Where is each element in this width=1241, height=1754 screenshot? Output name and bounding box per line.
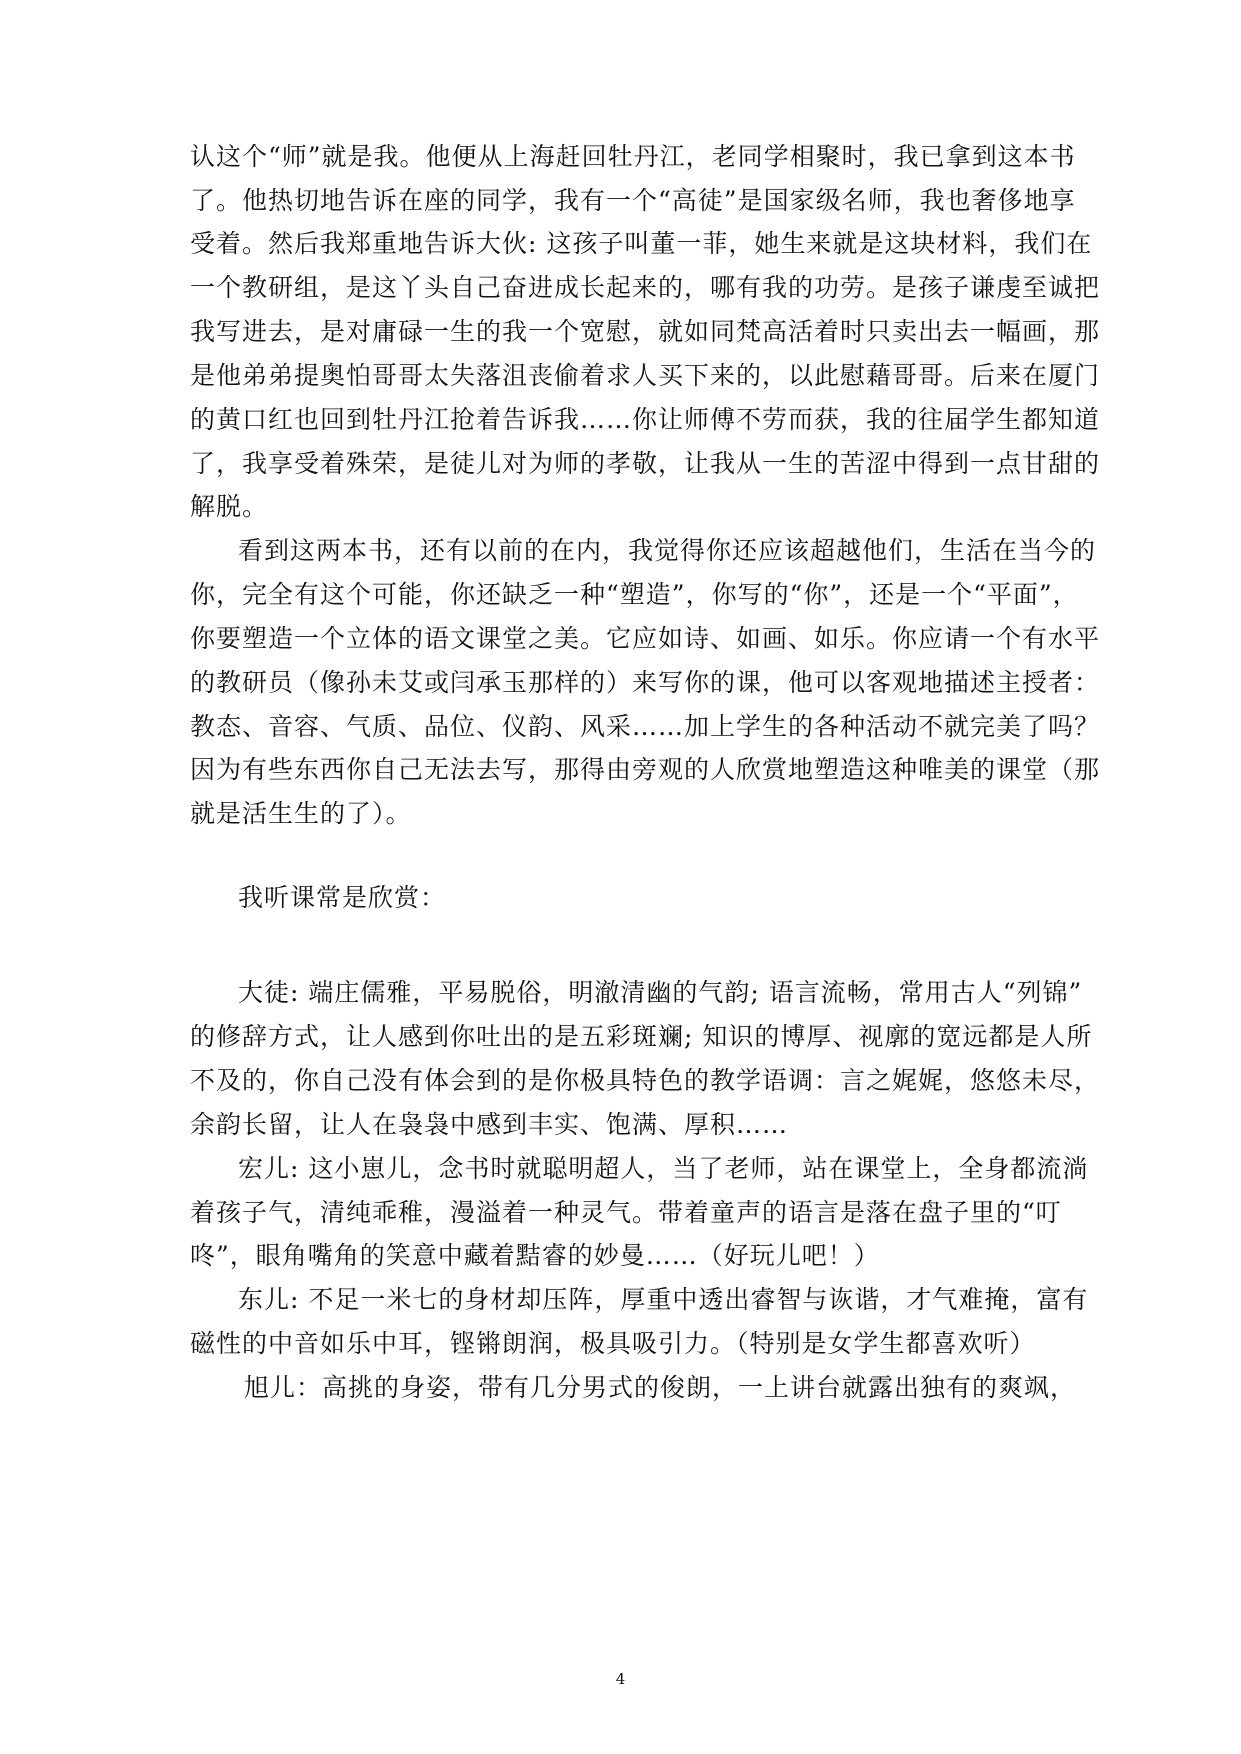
paragraph-line: 宏儿: 这小崽儿，念书时就聪明超人，当了老师，站在课堂上，全身都流淌: [238, 1154, 1089, 1183]
paragraph-line: 的教研员（像孙未艾或闫承玉那样的）来写你的课，他可以客观地描述主授者：: [190, 668, 1101, 697]
paragraph-line: 你要塑造一个立体的语文课堂之美。它应如诗、如画、如乐。你应请一个有水平: [190, 624, 1101, 653]
paragraph-line: 东儿: 不足一米七的身材却压阵，厚重中透出睿智与诙谐，才气难掩，富有: [238, 1285, 1089, 1314]
paragraph-line: 认这个“师”就是我。他便从上海赶回牡丹江，老同学相聚时，我已拿到这本书: [190, 142, 1076, 171]
section-heading: 我听课常是欣赏：: [238, 883, 447, 912]
paragraph-line: 了，我享受着殊荣，是徒儿对为师的孝敬，让我从一生的苦涩中得到一点甘甜的: [190, 449, 1101, 478]
paragraph-line: 看到这两本书，还有以前的在内，我觉得你还应该超越他们，生活在当今的: [238, 536, 1097, 565]
paragraph-line: 了。他热切地告诉在座的同学，我有一个“高徒”是国家级名师，我也奢侈地享: [190, 186, 1076, 215]
paragraph-line: 的黄口红也回到牡丹江抢着告诉我……你让师傅不劳而获，我的往届学生都知道: [190, 405, 1101, 434]
paragraph-line: 因为有些东西你自己无法去写，那得由旁观的人欣赏地塑造这种唯美的课堂（那: [190, 755, 1101, 784]
paragraph-line: 磁性的中音如乐中耳，铿锵朗润，极具吸引力。（特别是女学生都喜欢听）: [190, 1329, 1036, 1358]
paragraph-line: 是他弟弟提奥怕哥哥太失落沮丧偷着求人买下来的，以此慰藉哥哥。后来在厦门: [190, 361, 1101, 390]
paragraph-line: 解脱。: [190, 492, 269, 521]
paragraph-line: 大徒: 端庄儒雅，平易脱俗，明澈清幽的气韵; 语言流畅，常用古人“列锦”: [238, 978, 1083, 1007]
paragraph-line: 你，完全有这个可能，你还缺乏一种“塑造”，你写的“你”，还是一个“平面”，: [190, 580, 1079, 609]
paragraph-line: 教态、音容、气质、品位、仪韵、风采……加上学生的各种活动不就完美了吗？: [190, 712, 1101, 741]
paragraph-line: 一个教研组，是这丫头自己奋进成长起来的，哪有我的功劳。是孩子谦虔至诚把: [190, 273, 1101, 302]
paragraph-line: 余韵长留，让人在袅袅中感到丰实、饱满、厚积……: [190, 1110, 789, 1139]
paragraph-line: 的修辞方式，让人感到你吐出的是五彩斑斓; 知识的博厚、视廓的宽远都是人所: [190, 1022, 1093, 1051]
paragraph-line: 我写进去，是对庸碌一生的我一个宽慰，就如同梵高活着时只卖出去一幅画，那: [190, 317, 1101, 346]
paragraph-line: 就是活生生的了）。: [190, 799, 412, 828]
paragraph-line: 旭儿：高挑的身姿，带有几分男式的俊朗，一上讲台就露出独有的爽飒，: [244, 1373, 1077, 1402]
paragraph-line: 着孩子气，清纯乖稚，漫溢着一种灵气。带着童声的语言是落在盘子里的“叮: [190, 1198, 1062, 1227]
paragraph-line: 咚”，眼角嘴角的笑意中藏着黠睿的妙曼……（好玩儿吧！）: [190, 1241, 880, 1270]
paragraph-line: 不及的，你自己没有体会到的是你极具特色的教学语调：言之娓娓，悠悠未尽，: [190, 1066, 1101, 1095]
page-number: 4: [615, 1670, 626, 1688]
paragraph-line: 受着。然后我郑重地告诉大伙: 这孩子叫董一菲，她生来就是这块材料，我们在: [190, 229, 1093, 258]
